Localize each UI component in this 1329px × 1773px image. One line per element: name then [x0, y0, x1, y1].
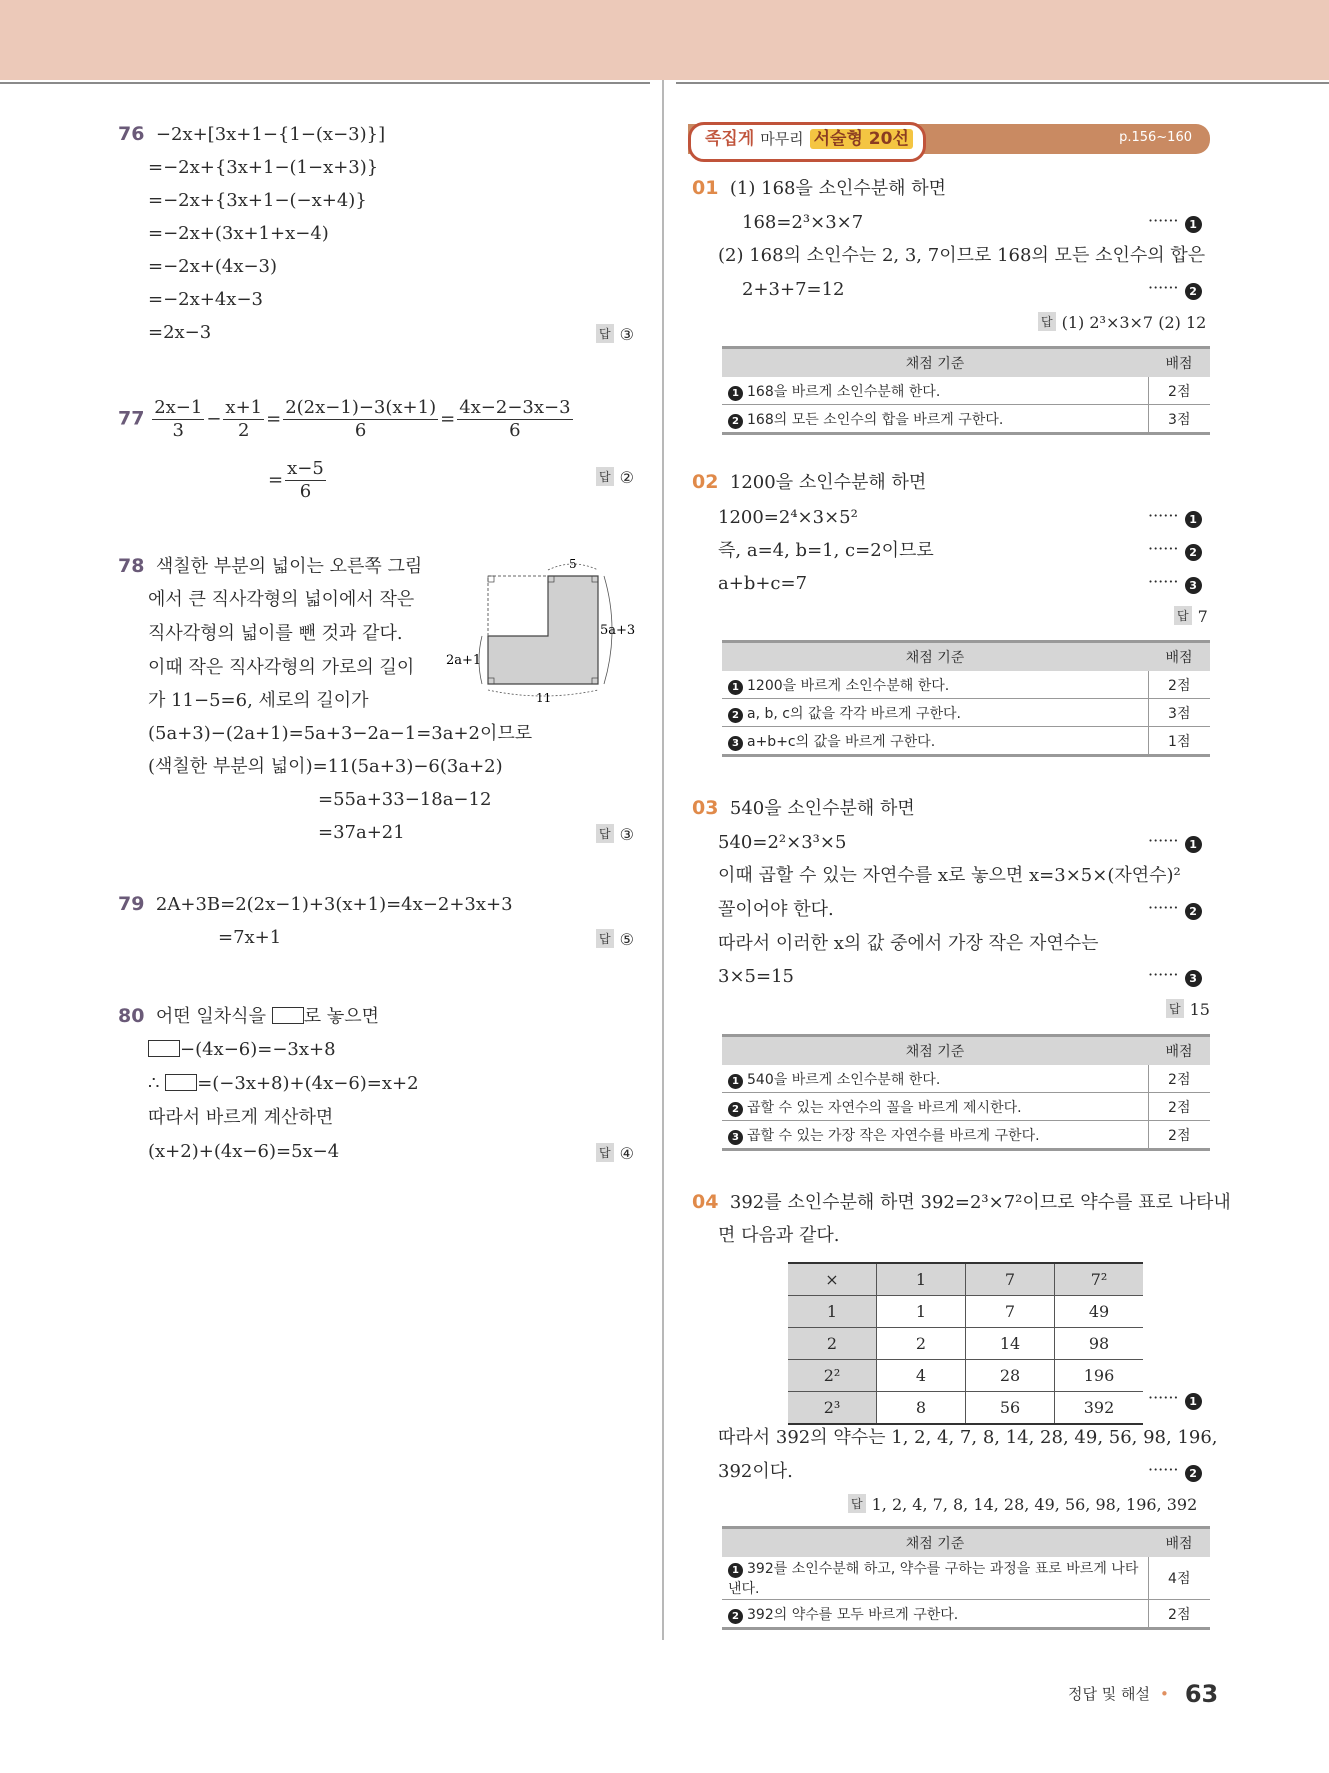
label-left: 2a+1	[446, 653, 482, 668]
separator-dot: •	[1160, 1685, 1169, 1703]
section-banner	[688, 124, 1210, 154]
rectangle-figure	[440, 556, 650, 706]
answer: 답 ③	[596, 824, 634, 844]
step-marker: 1	[1185, 1393, 1202, 1410]
step-marker: 2	[1185, 283, 1202, 300]
label-bottom: 11	[536, 691, 552, 705]
answer	[596, 324, 634, 344]
equation-line: =−2x+(3x+1+x−4)	[148, 223, 329, 244]
answer: 답 15	[1166, 999, 1210, 1019]
fraction: $\frac{x-5}{6}$	[287, 458, 324, 502]
step-marker: 3	[1185, 577, 1202, 594]
banner-title: 족집게 마무리 서술형 20선	[688, 122, 926, 162]
step-marker: 1	[1185, 511, 1202, 528]
text-line: 가 11−5=6, 세로의 길이가	[148, 690, 369, 711]
text-line: (2) 168의 소인수는 2, 3, 7이므로 168의 모든 소인수의 합은	[718, 245, 1206, 266]
blank-box	[148, 1040, 180, 1057]
problem-number: 77	[118, 407, 145, 430]
fraction: $\frac{4x-2-3x-3}{6}$	[459, 397, 571, 441]
answer-value: ③	[619, 325, 634, 344]
question-number: 01	[692, 177, 719, 199]
step-marker: 2	[1185, 903, 1202, 920]
text-line: 3×5=15	[718, 966, 794, 987]
text-line: (x+2)+(4x−6)=5x−4	[148, 1141, 340, 1162]
answer-tag: 답	[596, 324, 614, 343]
text-line: 이때 작은 직사각형의 가로의 길이	[148, 657, 415, 678]
text-line: 따라서 바르게 계산하면	[148, 1107, 334, 1128]
problem-number: 80	[118, 1005, 145, 1027]
text-line: 392이다.	[718, 1461, 793, 1482]
text-line: 직사각형의 넓이를 뺀 것과 같다.	[148, 623, 403, 644]
text-line: 즉, a=4, b=1, c=2이므로	[718, 540, 934, 561]
text-line: (5a+3)−(2a+1)=5a+3−2a−1=3a+2이므로	[148, 723, 533, 744]
answer: 답 ②	[596, 467, 634, 487]
text-line: 면 다음과 같다.	[718, 1225, 840, 1246]
text-line: 따라서 이러한 x의 값 중에서 가장 작은 자연수는	[718, 933, 1099, 954]
scoring-table: 채점 기준 배점 1 392를 소인수분해 하고, 약수를 구하는 과정을 표로 바르게 나타낸다. 4점 2 392의 약수를 모두 바르게 구한다. 2점	[722, 1526, 1210, 1630]
label-right: 5a+3	[600, 623, 636, 638]
column-divider	[662, 80, 664, 1640]
page-footer	[1068, 1680, 1218, 1708]
equation-line: =−2x+4x−3	[148, 289, 263, 310]
step-marker: 1	[1185, 836, 1202, 853]
blank-box	[165, 1074, 197, 1091]
section-label: 정답 및 해설	[1068, 1685, 1150, 1703]
fraction: $\frac{2x-1}{3}$	[154, 397, 203, 441]
problem-number: 79	[118, 893, 145, 915]
step-marker: 2	[1185, 544, 1202, 561]
equation-line: =2x−3	[148, 322, 212, 343]
text-line: =37a+21	[318, 822, 405, 843]
problem-number: 78	[118, 555, 145, 577]
answer: 답 ⑤	[596, 929, 634, 949]
text-line: =55a+33−18a−12	[318, 789, 492, 810]
text-line: a+b+c=7	[718, 573, 808, 594]
answer: 답 1, 2, 4, 7, 8, 14, 28, 49, 56, 98, 196, 392	[848, 1494, 1197, 1514]
text-line: 에서 큰 직사각형의 넓이에서 작은	[148, 589, 415, 610]
text-line: 168=2³×3×7	[742, 212, 864, 233]
step-marker: 3	[1185, 970, 1202, 987]
text-line: 540=2²×3³×5	[718, 832, 847, 853]
text-line: 1200=2⁴×3×5²	[718, 507, 858, 528]
question-number: 02	[692, 471, 719, 493]
page-edge-right	[676, 78, 1329, 84]
equation-line: =−2x+{3x+1−(−x+4)}	[148, 190, 367, 211]
top-band	[0, 0, 1329, 80]
text-line: =7x+1	[218, 927, 282, 948]
text-line: 2+3+7=12	[742, 279, 845, 300]
step-marker: 1	[1185, 216, 1202, 233]
page-edge-left	[0, 78, 650, 84]
divisor-table: × 1 7 7² 1 1 7 49 2 2 14 98 2² 4 28 196 2³ 8 56 392	[788, 1262, 1143, 1425]
answer: 답 ④	[596, 1143, 634, 1163]
equation-line: =−2x+{3x+1−(1−x+3)}	[148, 157, 379, 178]
equation-line: =−2x+(4x−3)	[148, 256, 278, 277]
text-line: (색칠한 부분의 넓이)=11(5a+3)−6(3a+2)	[148, 756, 503, 777]
text-line: 꼴이어야 한다.	[718, 899, 834, 920]
step-marker: 2	[1185, 1465, 1202, 1482]
equation-line: −2x+[3x+1−{1−(x−3)}]	[155, 124, 386, 145]
page-number: 63	[1184, 1680, 1219, 1708]
text-line: 이때 곱할 수 있는 자연수를 x로 놓으면 x=3×5×(자연수)²	[718, 865, 1181, 886]
fraction: $\frac{2(2x-1)-3(x+1)}{6}$	[285, 397, 437, 441]
label-top: 5	[569, 557, 577, 571]
scoring-table: 채점 기준 배점 1 1200을 바르게 소인수분해 한다. 2점 2 a, b, c의 값을 각각 바르게 구한다. 3점 3 a+b+c의 값을 바르게 구한다. 1점	[722, 640, 1210, 757]
answer: 답 7	[1174, 606, 1208, 626]
blank-box	[272, 1007, 304, 1024]
scoring-table: 채점 기준 배점 1 168을 바르게 소인수분해 한다. 2점 2 168의 모든 소인수의 합을 바르게 구한다. 3점	[722, 346, 1210, 435]
question-number: 04	[692, 1191, 719, 1213]
problem-number: 76	[118, 123, 145, 145]
text-line: 따라서 392의 약수는 1, 2, 4, 7, 8, 14, 28, 49, 56, 98, 196,	[718, 1427, 1218, 1448]
fraction: $\frac{x+1}{2}$	[225, 397, 263, 441]
page-range: p.156~160	[1119, 130, 1192, 145]
answer: 답 (1) 2³×3×7 (2) 12	[1038, 312, 1206, 332]
question-number: 03	[692, 797, 719, 819]
scoring-table: 채점 기준 배점 1 540을 바르게 소인수분해 한다. 2점 2 곱할 수 있는 자연수의 꼴을 바르게 제시한다. 2점 3 곱할 수 있는 가장 작은 자연수를 바르게 구한다. 2점	[722, 1034, 1210, 1151]
